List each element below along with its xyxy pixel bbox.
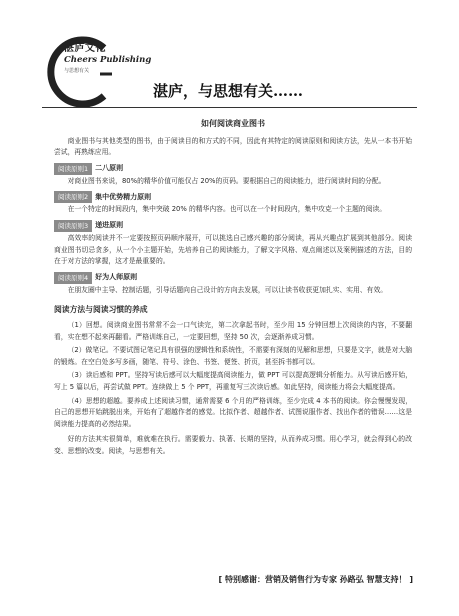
principle-2-text: 在一个特定的时间段内，集中突破 20% 的精华内容。也可以在一个时间段内，集中攻克一个主题的阅读。: [67, 205, 387, 214]
principle-4-text: 在朋友圈中主导、控制话题，引导话题向自己设计的方向去发展，可以让读书收获更加扎实、实用、有效。: [67, 285, 388, 294]
principle-title: 集中优势精力原则: [95, 192, 152, 201]
logo-sub: 与思想有关: [64, 68, 90, 74]
acknowledgement: [ 特别感谢：营销及销售行为专家 孙路弘 智慧支持！ ]: [218, 575, 413, 584]
principle-badge: 阅读原则2: [54, 191, 92, 203]
logo-cn: 湛庐文化: [64, 43, 106, 54]
principle-title: 递进原则: [95, 221, 124, 230]
section-title: 阅读方法与阅读习惯的养成: [54, 305, 148, 315]
principle-1-heading: [54, 163, 412, 175]
principle-3-text: 高效率的阅读并不一定要按照页码顺序展开，可以挑选自己感兴趣的部分阅读，再从兴趣点扩展到其他部分。阅读商业图书切忌贪多，从一个小主题开始，先培养自己的阅读能力，了解文字风格、观点阐述以及案例描述的方法，目的在于对方法的掌握，这才是最重要的。: [54, 233, 412, 266]
method-item-2: （2）做笔记。不要试图记笔记具有很强的逻辑性和系统性，不需要有深刻的见解和思想，只要是文字，就是对大脑的锻炼。在空白处多写多画，随笔、符号、涂色、书签、便签、折页，甚至拆书都可以。: [54, 346, 412, 366]
tagline: 湛庐，与思想有关……: [153, 82, 304, 100]
article-title: 如何阅读商业图书: [201, 119, 265, 128]
logo-en: Cheers Publishing: [64, 55, 152, 65]
principle-2-heading: [54, 191, 412, 203]
intro-paragraph: 商业图书与其他类型的图书，由于阅读目的和方式的不同，因此有其特定的阅读原则和阅读方法，先从一本书开始尝试，再熟练应用。: [54, 136, 412, 157]
closing-paragraph: 好的方法其实很简单，难就难在执行。需要毅力、执著、长期的坚持，从而养成习惯。用心学习，就会得到心的改变、思想的改变。阅读，与思想有关。: [54, 435, 412, 455]
principle-title: 好为人师原则: [95, 272, 138, 281]
principle-1-text: 对商业图书来说，80%的精华价值可能仅占 20%的页码。要根据自己的阅读能力，进行阅读时间的分配。: [67, 176, 386, 185]
principle-badge: 阅读原则3: [54, 220, 92, 232]
principle-4-heading: [54, 272, 412, 284]
principle-badge: 阅读原则4: [54, 272, 92, 284]
method-item-3: （3）读后感和 PPT。坚持写读后感可以大幅度提高阅读能力，做 PPT 可以提高逻辑分析能力。从写读后感开始，写上 5 篇以后，再尝试做 PPT。连续做上 5 个 PPT，再重复写三次读后感。如此坚持，阅读能力将会大幅度提高。: [54, 371, 412, 391]
method-item-4: （4）思想的超越。要养成上述阅读习惯，通常需要 6 个月的严格训练，至少完成 4 本书的阅读。你会慢慢发现，自己的思想开始跳脱出来，开始有了超越作者的感觉。比拟作者、超越作者、试图说服作者、找出作者的错误……这是阅读能力提高的必然结果。: [54, 396, 412, 428]
principle-title: 二八原则: [95, 163, 124, 172]
principle-badge: 阅读原则1: [54, 163, 92, 175]
header-rule: [42, 107, 417, 108]
logo-text: [64, 39, 152, 74]
principle-3-heading: [54, 220, 412, 232]
method-item-1: （1）回想。阅读商业图书常常不会一口气读完，第二次拿起书时，至少用 15 分钟回想上次阅读的内容，不要翻看，实在想不起来再翻看。严格训练自己，一定要回想，坚持 50 次，会逐渐养成习惯。: [54, 320, 412, 341]
article: [54, 118, 412, 457]
